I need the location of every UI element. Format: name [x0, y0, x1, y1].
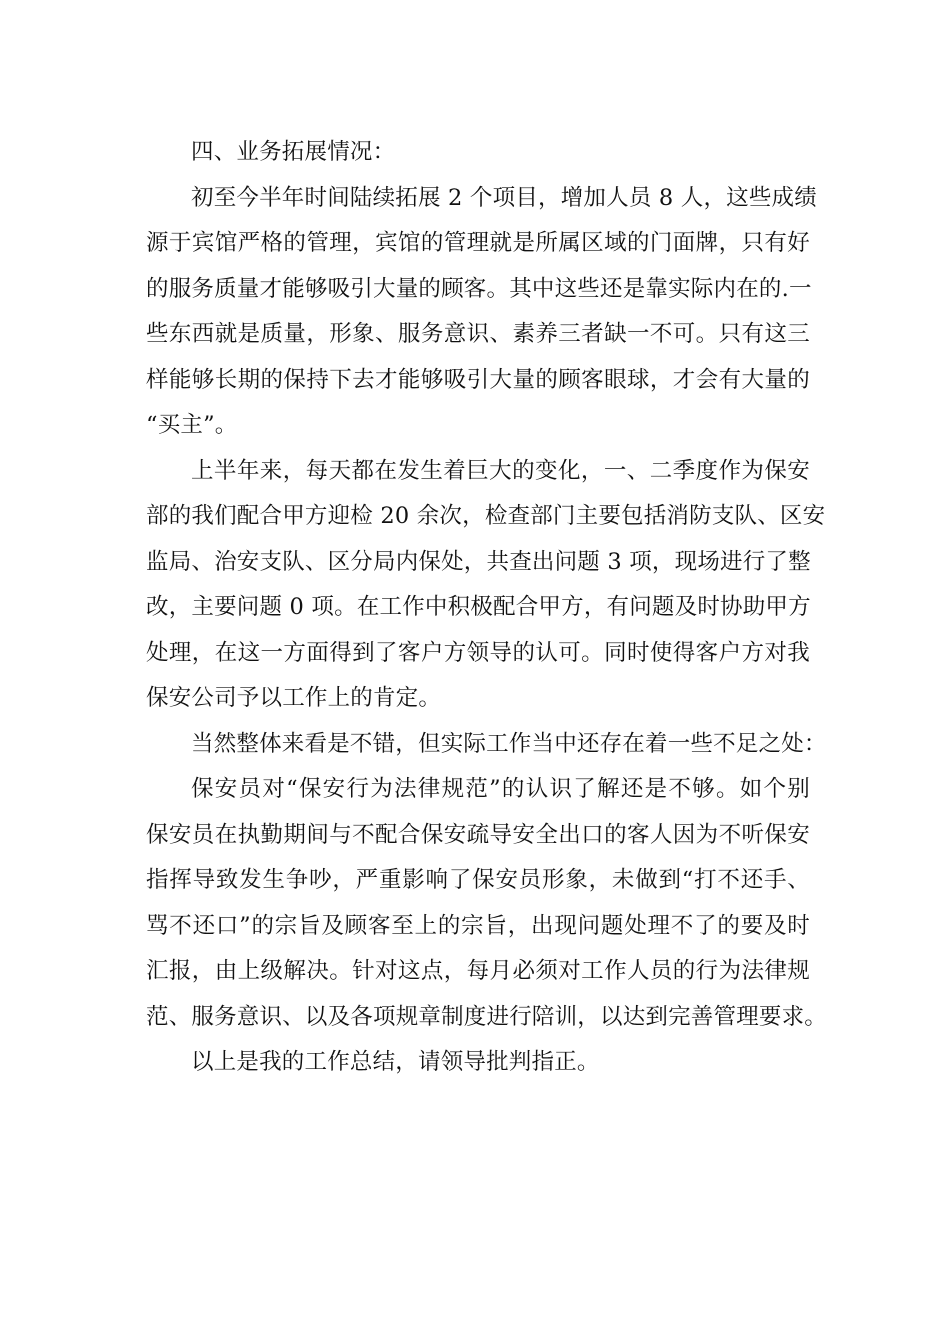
text-line: 保安员在执勤期间与不配合保安疏导安全出口的客人因为不听保安: [146, 821, 810, 848]
paragraph-shortcomings: [146, 767, 828, 1040]
text-line: 范、服务意识、以及各项规章制度进行陪训，以达到完善管理要求。: [146, 1003, 828, 1030]
text-line: 处理，在这一方面得到了客户方领导的认可。同时使得客户方对我: [146, 639, 810, 666]
document-body: [146, 130, 828, 1086]
text-line: 指挥导致发生争吵，严重影响了保安员形象，未做到“打不还手、: [146, 867, 810, 893]
text-line: 四、业务拓展情况：: [191, 139, 396, 165]
text-line: 保安公司予以工作上的肯定。: [146, 685, 442, 711]
text-line: 些东西就是质量，形象、服务意识、素养三者缺一不可。只有这三: [146, 321, 810, 347]
text-line: 改，主要问题 0 项。在工作中积极配合甲方，有问题及时协助甲方: [146, 594, 811, 620]
paragraph-shortcomings-intro: [146, 722, 827, 768]
text-line: 源于宾馆严格的管理，宾馆的管理就是所属区域的门面牌，只有好: [146, 230, 810, 256]
text-line: 当然整体来看是不错，但实际工作当中还存在着一些不足之处：: [191, 730, 827, 757]
text-line: 保安员对“保安行为法律规范”的认识了解还是不够。如个别: [191, 776, 810, 802]
text-line: 上半年来，每天都在发生着巨大的变化，一、二季度作为保安: [191, 457, 810, 484]
paragraph-inspections: [146, 449, 826, 722]
text-line: “买主”。: [146, 412, 238, 438]
text-line: 汇报，由上级解决。针对这点，每月必须对工作人员的行为法律规: [146, 958, 810, 984]
text-line: 骂不还口”的宗旨及顾客至上的宗旨，出现问题处理不了的要及时: [146, 912, 810, 939]
section-heading: [146, 130, 810, 176]
text-line: 部的我们配合甲方迎检 20 余次，检查部门主要包括消防支队、区安: [146, 503, 826, 529]
paragraph-business-expansion: [146, 176, 817, 449]
paragraph-closing: [146, 1040, 810, 1086]
text-line: 样能够长期的保持下去才能够吸引大量的顾客眼球，才会有大量的: [146, 366, 810, 393]
text-line: 监局、治安支队、区分局内保处，共查出问题 3 项，现场进行了整: [146, 548, 811, 575]
text-line: 的服务质量才能够吸引大量的顾客。其中这些还是靠实际内在的.一: [146, 275, 812, 302]
text-line: 初至今半年时间陆续拓展 2 个项目，增加人员 8 人，这些成绩: [191, 184, 817, 211]
text-line: 以上是我的工作总结，请领导批判指正。: [191, 1049, 600, 1075]
